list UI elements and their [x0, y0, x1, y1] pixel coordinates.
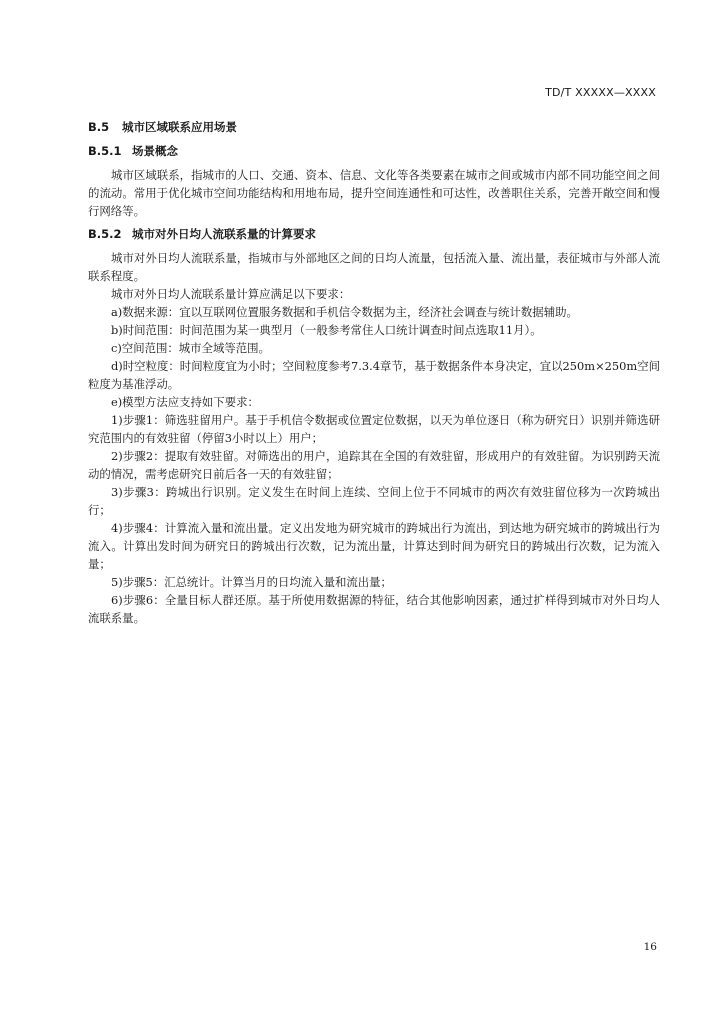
section-number: B.5.1	[88, 144, 122, 158]
paragraph-scene-concept: 城市区域联系，指城市的人口、交通、资本、信息、文化等各类要素在城市之间或城市内部不同功能空间之间的流动。常用于优化城市空间功能结构和用地布局，提升空间连通性和可达性，改善职住关系，完善开敞空间和慢行网络等。	[88, 168, 660, 218]
document-code: TD/T XXXXX—XXXX	[545, 86, 656, 99]
list-item-data-source: a)数据来源：宜以互联网位置服务数据和手机信令数据为主，经济社会调查与统计数据辅助。	[111, 305, 578, 319]
section-heading-b52	[88, 226, 660, 242]
page-number: 16	[643, 941, 657, 953]
section-heading-b5	[88, 119, 660, 135]
list-item-model-method: e)模型方法应支持如下要求：	[111, 395, 259, 409]
step-item-6: 6)步骤6：全量目标人群还原。基于所使用数据源的特征，结合其他影响因素，通过扩样得到城市对外日均人流联系量。	[88, 593, 660, 625]
step-item-1: 1)步骤1：筛选驻留用户。基于手机信令数据或位置定位数据，以天为单位逐日（称为研究日）识别并筛选研究范围内的有效驻留（停留3小时以上）用户；	[88, 413, 660, 445]
section-title: 城市对外日均人流联系量的计算要求	[132, 227, 316, 241]
page-content	[88, 114, 660, 627]
list-item-space-range: c)空间范围：城市全域等范围。	[111, 341, 270, 355]
list-item-granularity: d)时空粒度：时间粒度宜为小时；空间粒度参考7.3.4章节，基于数据条件本身决定，宜以250m×250m空间粒度为基准浮动。	[88, 359, 660, 391]
paragraph-definition: 城市对外日均人流联系量，指城市与外部地区之间的日均人流量，包括流入量、流出量，表征城市与外部人流联系程度。	[88, 251, 660, 283]
list-item-time-range: b)时间范围：时间范围为某一典型月（一般参考常住人口统计调查时间点选取11月）。	[111, 323, 542, 337]
paragraph-requirements-intro: 城市对外日均人流联系量计算应满足以下要求：	[111, 287, 351, 301]
step-item-2: 2)步骤2：提取有效驻留。对筛选出的用户，追踪其在全国的有效驻留，形成用户的有效驻留。为识别跨天流动的情况，需考虑研究日前后各一天的有效驻留；	[88, 449, 660, 481]
section-title: 场景概念	[132, 144, 178, 158]
section-heading-b51	[88, 143, 660, 159]
section-number: B.5	[88, 120, 110, 134]
section-number: B.5.2	[88, 227, 122, 241]
step-item-3: 3)步骤3：跨城出行识别。定义发生在时间上连续、空间上位于不同城市的两次有效驻留位移为一次跨城出行；	[88, 485, 660, 517]
step-item-5: 5)步骤5：汇总统计。计算当月的日均流入量和流出量；	[111, 575, 392, 589]
section-title: 城市区域联系应用场景	[122, 120, 237, 134]
step-item-4: 4)步骤4：计算流入量和流出量。定义出发地为研究城市的跨城出行为流出，到达地为研究城市的跨城出行为流入。计算出发时间为研究日的跨城出行次数，记为流出量，计算达到时间为研究日的跨城出行次数，记为流入量；	[88, 521, 660, 571]
